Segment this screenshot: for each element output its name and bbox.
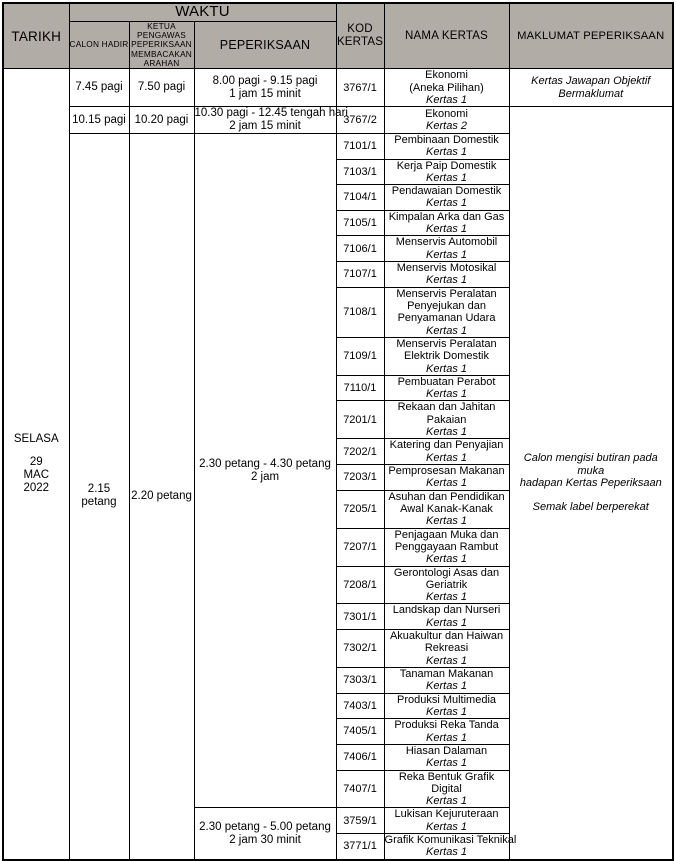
exam-time-range: 10.30 pagi - 12.45 tengah hari <box>194 107 348 120</box>
paper-name-line2: Geriatrik <box>425 578 468 591</box>
paper-name <box>384 133 509 159</box>
paper-name <box>384 107 509 134</box>
calon-hadir-time: 10.15 pagi <box>69 107 129 134</box>
paper-kertas: Kertas 1 <box>426 388 467 401</box>
table-row <box>3 107 673 134</box>
paper-code: 3759/1 <box>336 808 384 834</box>
paper-code: 7103/1 <box>336 159 384 185</box>
paper-kertas: Kertas 1 <box>426 795 467 808</box>
header-kod-line1: KOD KERTAS <box>336 23 384 49</box>
exam-duration: 1 jam 15 minit <box>229 87 301 100</box>
paper-name <box>384 604 509 630</box>
exam-time <box>194 133 336 808</box>
date-spacer <box>4 446 69 456</box>
paper-code: 7407/1 <box>336 770 384 808</box>
paper-code: 3767/1 <box>336 69 384 107</box>
paper-kertas: Kertas 1 <box>426 477 467 490</box>
exam-info-main <box>509 107 673 860</box>
paper-code: 7203/1 <box>336 465 384 491</box>
paper-kertas: Kertas 1 <box>426 616 467 629</box>
header-waktu: WAKTU <box>69 3 336 21</box>
exam-info-line2: Bermaklumat <box>558 87 624 100</box>
paper-kertas: Kertas 1 <box>426 757 467 770</box>
paper-kertas: Kertas 1 <box>426 451 467 464</box>
calon-hadir-time: 7.45 pagi <box>69 69 129 107</box>
paper-name-line1: Produksi Multimedia <box>396 693 497 706</box>
paper-code: 3771/1 <box>336 834 384 860</box>
header-calon-hadir: CALON HADIR <box>69 21 129 68</box>
header-kod-kertas <box>336 3 384 69</box>
paper-name <box>384 262 509 288</box>
paper-kertas: Kertas 1 <box>426 553 467 566</box>
paper-kertas: Kertas 1 <box>426 197 467 210</box>
ketua-pengawas-time: 2.20 petang <box>129 133 194 859</box>
paper-code: 7405/1 <box>336 719 384 745</box>
paper-name-line1: Menservis Automobil <box>395 236 498 249</box>
exam-info-spacer <box>510 489 673 501</box>
exam-duration: 2 jam <box>250 470 280 483</box>
date-day: SELASA <box>13 433 59 446</box>
exam-info-line3: Semak label berperekat <box>532 501 649 514</box>
paper-kertas: Kertas 1 <box>426 146 467 159</box>
paper-code: 7208/1 <box>336 566 384 604</box>
paper-code: 7406/1 <box>336 744 384 770</box>
table-body <box>3 69 673 860</box>
paper-kertas: Kertas 1 <box>426 705 467 718</box>
paper-name-line1: Menservis Peralatan <box>396 337 497 350</box>
paper-code: 7301/1 <box>336 604 384 630</box>
paper-name-line1: Rekaan dan Jahitan <box>397 401 496 414</box>
paper-code: 3767/2 <box>336 107 384 134</box>
paper-name-line1: Katering dan Penyajian <box>389 439 504 452</box>
date-year: 2022 <box>23 481 50 494</box>
paper-name <box>384 808 509 834</box>
paper-kertas: Kertas 1 <box>426 171 467 184</box>
paper-name <box>384 69 509 107</box>
paper-code: 7107/1 <box>336 262 384 288</box>
header-nama-kertas: NAMA KERTAS <box>384 3 509 69</box>
paper-name <box>384 337 509 375</box>
paper-name <box>384 693 509 719</box>
table-header <box>3 3 673 69</box>
paper-kertas: Kertas 1 <box>426 223 467 236</box>
header-row-1 <box>3 3 673 21</box>
paper-name <box>384 834 517 860</box>
paper-name-line1: Menservis Motosikal <box>396 262 497 275</box>
paper-name <box>384 439 509 465</box>
paper-name-line1: Pendawaian Domestik <box>391 185 502 198</box>
exam-time-range: 2.30 petang - 5.00 petang <box>199 820 331 833</box>
paper-code: 7108/1 <box>336 287 384 337</box>
paper-name-line2: Rekreasi <box>424 642 469 655</box>
paper-name-line1: Tanaman Makanan <box>399 668 494 681</box>
exam-duration: 2 jam 30 minit <box>229 833 301 846</box>
exam-time <box>194 69 336 107</box>
paper-code: 7202/1 <box>336 439 384 465</box>
exam-time <box>194 107 348 134</box>
exam-time-range: 2.30 petang - 4.30 petang <box>199 457 331 470</box>
paper-name <box>384 401 509 439</box>
exam-timetable <box>2 2 674 861</box>
paper-name <box>384 770 509 808</box>
ketua-pengawas-time: 10.20 pagi <box>129 107 194 134</box>
paper-name <box>384 210 509 236</box>
paper-name <box>384 287 509 337</box>
paper-code: 7207/1 <box>336 528 384 566</box>
table-row <box>3 69 673 107</box>
paper-code: 7109/1 <box>336 337 384 375</box>
paper-name-line1: Reka Bentuk Grafik Digital <box>398 770 495 795</box>
paper-kertas: Kertas 1 <box>426 93 467 106</box>
paper-name-line1: Kimpalan Arka dan Gas <box>388 210 505 223</box>
paper-name <box>384 159 509 185</box>
paper-kertas: Kertas 1 <box>426 515 467 528</box>
paper-name-line1: Grafik Komunikasi Teknikal <box>384 834 517 847</box>
exam-info-line1: Kertas Jawapan Objektif <box>531 75 651 88</box>
paper-name <box>384 375 509 401</box>
paper-kertas: Kertas 2 <box>426 120 467 133</box>
paper-code: 7101/1 <box>336 133 384 159</box>
paper-kertas: Kertas 1 <box>426 680 467 693</box>
paper-name <box>384 719 509 745</box>
paper-kertas: Kertas 1 <box>426 591 467 604</box>
paper-code: 7403/1 <box>336 693 384 719</box>
exam-info-line2: hadapan Kertas Peperiksaan <box>519 476 662 489</box>
paper-kertas: Kertas 1 <box>426 846 467 859</box>
paper-kertas: Kertas 1 <box>426 324 467 337</box>
paper-code: 7205/1 <box>336 490 384 528</box>
paper-kertas: Kertas 1 <box>426 820 467 833</box>
date-dd: 29 <box>29 456 43 469</box>
paper-kertas: Kertas 1 <box>426 731 467 744</box>
date-cell <box>3 69 69 860</box>
paper-name <box>384 630 509 668</box>
header-maklumat-peperiksaan: MAKLUMAT PEPERIKSAAN <box>509 3 673 69</box>
exam-info-row1 <box>509 69 673 107</box>
paper-name-line1: Lukisan Kejuruteraan <box>394 808 499 821</box>
paper-name-line3: Penyamanan Udara <box>397 312 496 325</box>
paper-name <box>384 668 509 694</box>
paper-name-line1: Ekonomi <box>425 107 468 120</box>
paper-name-line2: Awal Kanak-Kanak <box>400 502 493 515</box>
paper-name-line1: Asuhan dan Pendidikan <box>388 490 505 503</box>
paper-name-line1: Hiasan Dalaman <box>405 744 488 757</box>
paper-name-line1: Akuakultur dan Haiwan <box>389 630 504 643</box>
paper-name-line1: Pembuatan Perabot <box>397 375 496 388</box>
exam-time-range: 8.00 pagi - 9.15 pagi <box>212 74 318 87</box>
paper-name-line1: Ekonomi <box>425 69 468 82</box>
paper-name <box>384 236 509 262</box>
paper-name-line1: Produksi Reka Tanda <box>394 719 499 732</box>
header-tarikh: TARIKH <box>3 3 69 69</box>
paper-name <box>384 528 509 566</box>
paper-kertas: Kertas 1 <box>426 426 467 439</box>
paper-name <box>384 185 509 211</box>
paper-name-line1: Pemprosesan Makanan <box>388 465 505 478</box>
paper-code: 7110/1 <box>336 375 384 401</box>
paper-name-line2: Penggayaan Rambut <box>394 540 499 553</box>
exam-info-line1: Calon mengisi butiran pada muka <box>523 452 658 477</box>
calon-hadir-time: 2.15 petang <box>69 133 129 859</box>
paper-kertas: Kertas 1 <box>426 654 467 667</box>
paper-code: 7303/1 <box>336 668 384 694</box>
paper-name <box>384 465 509 491</box>
paper-name-line1: Kerja Paip Domestik <box>396 159 497 172</box>
paper-kertas: Kertas 1 <box>426 248 467 261</box>
paper-name-line2: Pakaian <box>426 413 467 426</box>
paper-name-line1: Landskap dan Nurseri <box>392 604 501 617</box>
paper-name-line1: Penjagaan Muka dan <box>394 528 499 541</box>
paper-kertas: Kertas 1 <box>426 362 467 375</box>
date-month: MAC <box>23 468 50 481</box>
paper-name <box>384 744 509 770</box>
paper-name-line1: Pembinaan Domestik <box>394 133 499 146</box>
paper-name-line1: Menservis Peralatan <box>396 287 497 300</box>
paper-name-line2: Elektrik Domestik <box>404 350 489 363</box>
paper-code: 7201/1 <box>336 401 384 439</box>
paper-name-line2: (Aneka Pilihan) <box>409 81 484 94</box>
header-peperiksaan: PEPERIKSAAN <box>194 21 336 68</box>
paper-name-line1: Gerontologi Asas dan <box>393 566 500 579</box>
paper-kertas: Kertas 1 <box>426 274 467 287</box>
paper-code: 7105/1 <box>336 210 384 236</box>
exam-time <box>194 808 336 860</box>
paper-name <box>384 566 509 604</box>
ketua-pengawas-time: 7.50 pagi <box>129 69 194 107</box>
paper-code: 7104/1 <box>336 185 384 211</box>
paper-name-line2: Penyejukan dan <box>407 299 486 312</box>
paper-code: 7106/1 <box>336 236 384 262</box>
paper-name <box>384 490 509 528</box>
paper-code: 7302/1 <box>336 630 384 668</box>
exam-duration: 2 jam 15 minit <box>229 120 301 133</box>
header-ketua-pengawas: KETUA PENGAWAS PEPERIKSAAN MEMBACAKAN ARAHAN <box>130 20 192 68</box>
